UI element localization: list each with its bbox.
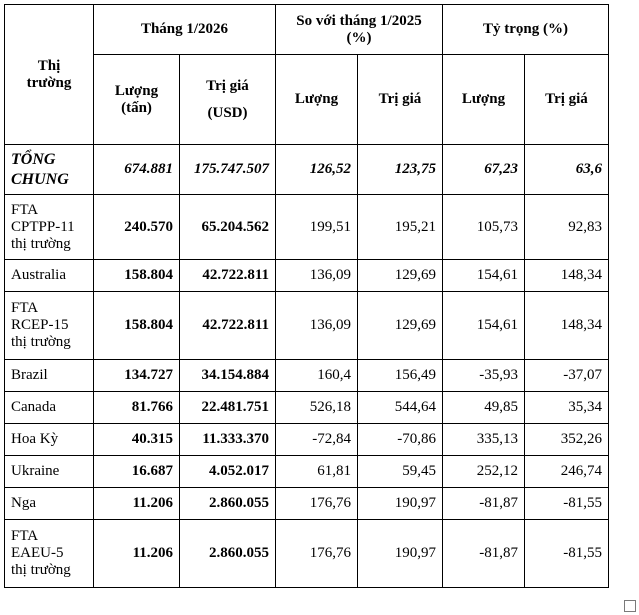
- cell-compare-qty: 176,76: [276, 488, 358, 520]
- cell-compare-value: 156,49: [358, 360, 443, 392]
- cell-compare-qty: 160,4: [276, 360, 358, 392]
- cell-share-value: 148,34: [525, 260, 609, 292]
- cell-value: 22.481.751: [180, 392, 276, 424]
- cell-value: 175.747.507: [180, 145, 276, 195]
- cell-share-qty: 154,61: [443, 260, 525, 292]
- header-compare-2025: So với tháng 1/2025 (%): [276, 5, 443, 55]
- resize-handle[interactable]: [624, 600, 636, 612]
- cell-compare-qty: 176,76: [276, 520, 358, 588]
- cell-market: Hoa Kỳ: [5, 424, 94, 456]
- cell-share-qty: 105,73: [443, 195, 525, 260]
- table-row: [5, 520, 609, 588]
- cell-compare-qty: -72,84: [276, 424, 358, 456]
- table-row: [5, 424, 609, 456]
- cell-compare-value: 123,75: [358, 145, 443, 195]
- cell-market: Australia: [5, 260, 94, 292]
- cell-share-value: 246,74: [525, 456, 609, 488]
- table-row: [5, 195, 609, 260]
- cell-share-qty: -81,87: [443, 488, 525, 520]
- cell-qty: 674.881: [94, 145, 180, 195]
- cell-qty: 158.804: [94, 260, 180, 292]
- cell-share-value: 148,34: [525, 292, 609, 360]
- cell-compare-value: 544,64: [358, 392, 443, 424]
- cell-compare-qty: 126,52: [276, 145, 358, 195]
- cell-value: 34.154.884: [180, 360, 276, 392]
- cell-share-qty: 49,85: [443, 392, 525, 424]
- cell-compare-qty: 526,18: [276, 392, 358, 424]
- cell-compare-qty: 199,51: [276, 195, 358, 260]
- cell-value: 2.860.055: [180, 520, 276, 588]
- cell-share-value: 92,83: [525, 195, 609, 260]
- header-share-value: Trị giá: [525, 55, 609, 145]
- total-row: [5, 145, 609, 195]
- cell-share-qty: 252,12: [443, 456, 525, 488]
- cell-value: 4.052.017: [180, 456, 276, 488]
- table-row: [5, 260, 609, 292]
- header-share-qty: Lượng: [443, 55, 525, 145]
- cell-share-value: -37,07: [525, 360, 609, 392]
- cell-value: 2.860.055: [180, 488, 276, 520]
- table-container: [4, 4, 609, 588]
- table-row: [5, 292, 609, 360]
- cell-value: 42.722.811: [180, 260, 276, 292]
- cell-value: 11.333.370: [180, 424, 276, 456]
- header-row-1: [5, 5, 609, 55]
- table-row: [5, 392, 609, 424]
- table-row: [5, 488, 609, 520]
- cell-share-qty: 154,61: [443, 292, 525, 360]
- cell-share-qty: 335,13: [443, 424, 525, 456]
- cell-market: Brazil: [5, 360, 94, 392]
- header-qty-tons: Lượng (tấn): [94, 55, 180, 145]
- cell-compare-value: 59,45: [358, 456, 443, 488]
- cell-qty: 11.206: [94, 520, 180, 588]
- cell-share-value: 352,26: [525, 424, 609, 456]
- cell-market: Nga: [5, 488, 94, 520]
- header-compare-value: Trị giá: [358, 55, 443, 145]
- cell-value: 42.722.811: [180, 292, 276, 360]
- table-row: [5, 360, 609, 392]
- header-share: Tỷ trọng (%): [443, 5, 609, 55]
- cell-compare-value: -70,86: [358, 424, 443, 456]
- header-month-2026: Tháng 1/2026: [94, 5, 276, 55]
- header-value-usd: Trị giá (USD): [180, 55, 276, 145]
- cell-qty: 81.766: [94, 392, 180, 424]
- cell-share-value: 63,6: [525, 145, 609, 195]
- cell-compare-value: 190,97: [358, 520, 443, 588]
- cell-compare-qty: 136,09: [276, 292, 358, 360]
- cell-qty: 11.206: [94, 488, 180, 520]
- cell-compare-value: 190,97: [358, 488, 443, 520]
- cell-share-qty: -35,93: [443, 360, 525, 392]
- cell-share-value: 35,34: [525, 392, 609, 424]
- cell-market: FTA RCEP-15 thị trường: [5, 292, 94, 360]
- cell-share-qty: -81,87: [443, 520, 525, 588]
- cell-market: FTA EAEU-5 thị trường: [5, 520, 94, 588]
- header-market: Thị trường: [5, 5, 94, 145]
- cell-qty: 134.727: [94, 360, 180, 392]
- header-compare-qty: Lượng: [276, 55, 358, 145]
- cell-compare-value: 129,69: [358, 260, 443, 292]
- table-body: [5, 145, 609, 588]
- cell-market: Canada: [5, 392, 94, 424]
- table-row: [5, 456, 609, 488]
- cell-qty: 158.804: [94, 292, 180, 360]
- cell-value: 65.204.562: [180, 195, 276, 260]
- market-export-table: [4, 4, 609, 588]
- cell-share-value: -81,55: [525, 520, 609, 588]
- cell-qty: 16.687: [94, 456, 180, 488]
- cell-market: TỔNG CHUNG: [5, 145, 94, 195]
- cell-compare-value: 195,21: [358, 195, 443, 260]
- cell-market: Ukraine: [5, 456, 94, 488]
- table-header: [5, 5, 609, 145]
- cell-share-qty: 67,23: [443, 145, 525, 195]
- cell-market: FTA CPTPP-11 thị trường: [5, 195, 94, 260]
- cell-share-value: -81,55: [525, 488, 609, 520]
- cell-compare-qty: 61,81: [276, 456, 358, 488]
- header-row-2: [5, 55, 609, 145]
- cell-compare-qty: 136,09: [276, 260, 358, 292]
- cell-compare-value: 129,69: [358, 292, 443, 360]
- cell-qty: 40.315: [94, 424, 180, 456]
- cell-qty: 240.570: [94, 195, 180, 260]
